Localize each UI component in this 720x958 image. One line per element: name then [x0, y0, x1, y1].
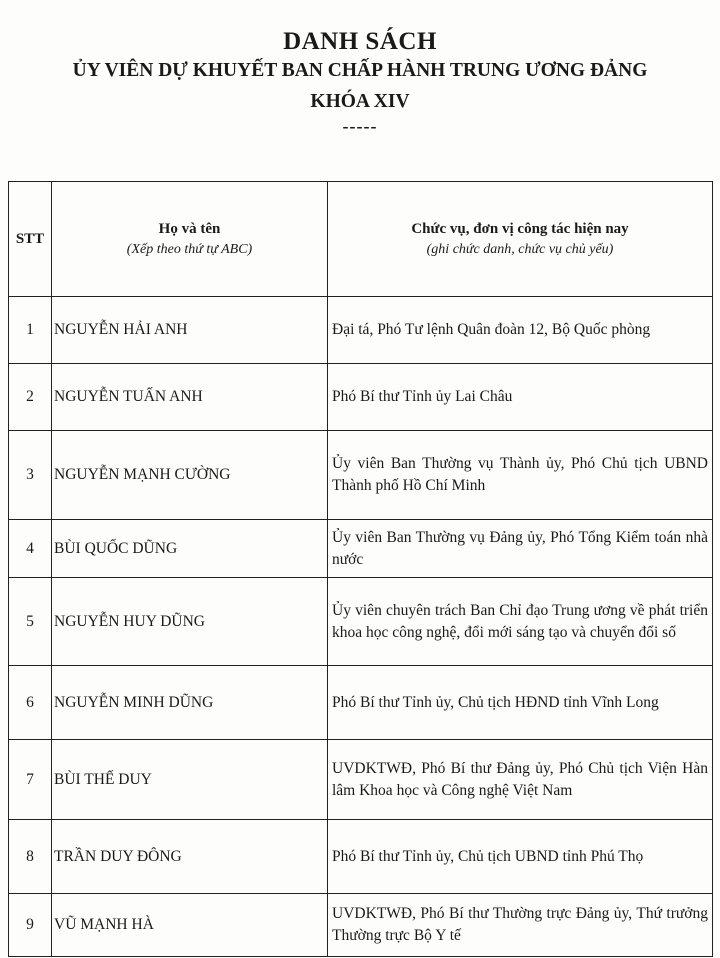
member-table: [8, 181, 713, 957]
row-position: Đại tá, Phó Tư lệnh Quân đoàn 12, Bộ Quốc phòng: [328, 297, 713, 364]
header-name-label: Họ và tên: [158, 220, 221, 237]
row-position: UVDKTWĐ, Phó Bí thư Thường trực Đảng ủy, Thứ trưởng Thường trực Bộ Y tế: [328, 894, 713, 957]
row-stt: 2: [9, 364, 52, 431]
header-position: [328, 182, 713, 297]
row-name: NGUYỄN TUẤN ANH: [52, 364, 328, 431]
row-position: Ủy viên Ban Thường vụ Thành ủy, Phó Chủ tịch UBND Thành phố Hồ Chí Minh: [328, 431, 713, 520]
table-row: [9, 820, 713, 894]
row-stt: 1: [9, 297, 52, 364]
row-name: NGUYỄN MẠNH CƯỜNG: [52, 431, 328, 520]
row-name: VŨ MẠNH HÀ: [52, 894, 328, 957]
row-stt: 6: [9, 666, 52, 740]
row-position: Phó Bí thư Tỉnh ủy, Chủ tịch UBND tỉnh Phú Thọ: [328, 820, 713, 894]
row-position: Phó Bí thư Tỉnh ủy Lai Châu: [328, 364, 713, 431]
row-position: Phó Bí thư Tỉnh ủy, Chủ tịch HĐND tỉnh Vĩnh Long: [328, 666, 713, 740]
table-row: [9, 431, 713, 520]
header-name: [52, 182, 328, 297]
row-position: UVDKTWĐ, Phó Bí thư Đảng ủy, Phó Chủ tịch Viện Hàn lâm Khoa học và Công nghệ Việt Nam: [328, 740, 713, 820]
row-name: NGUYỄN HUY DŨNG: [52, 578, 328, 666]
document-subtitle: ỦY VIÊN DỰ KHUYẾT BAN CHẤP HÀNH TRUNG ƯƠNG ĐẢNG: [72, 60, 648, 81]
row-name: NGUYỄN MINH DŨNG: [52, 666, 328, 740]
row-name: TRẦN DUY ĐÔNG: [52, 820, 328, 894]
row-stt: 8: [9, 820, 52, 894]
row-stt: 3: [9, 431, 52, 520]
table-row: [9, 364, 713, 431]
table-row: [9, 578, 713, 666]
row-name: NGUYỄN HẢI ANH: [52, 297, 328, 364]
table-header-row: [9, 182, 713, 297]
row-name: BÙI QUỐC DŨNG: [52, 520, 328, 578]
row-stt: 4: [9, 520, 52, 578]
row-name: BÙI THẾ DUY: [52, 740, 328, 820]
document-term: KHÓA XIV: [310, 91, 410, 112]
table-row: [9, 740, 713, 820]
header-position-note: (ghi chức danh, chức vụ chủ yếu): [426, 241, 614, 257]
table-row: [9, 666, 713, 740]
document-title: DANH SÁCH: [283, 28, 437, 55]
header-stt: STT: [9, 182, 52, 297]
table-row: [9, 520, 713, 578]
row-stt: 9: [9, 894, 52, 957]
row-stt: 7: [9, 740, 52, 820]
header-name-note: (Xếp theo thứ tự ABC): [126, 241, 253, 257]
table-row: [9, 894, 713, 957]
table-row: [9, 297, 713, 364]
row-position: Ủy viên chuyên trách Ban Chỉ đạo Trung ương về phát triển khoa học công nghệ, đổi mới sáng tạo và chuyển đổi số: [328, 578, 713, 666]
row-stt: 5: [9, 578, 52, 666]
title-separator: -----: [342, 116, 378, 136]
row-position: Ủy viên Ban Thường vụ Đảng ủy, Phó Tổng Kiểm toán nhà nước: [328, 520, 713, 578]
header-position-label: Chức vụ, đơn vị công tác hiện nay: [411, 220, 629, 237]
